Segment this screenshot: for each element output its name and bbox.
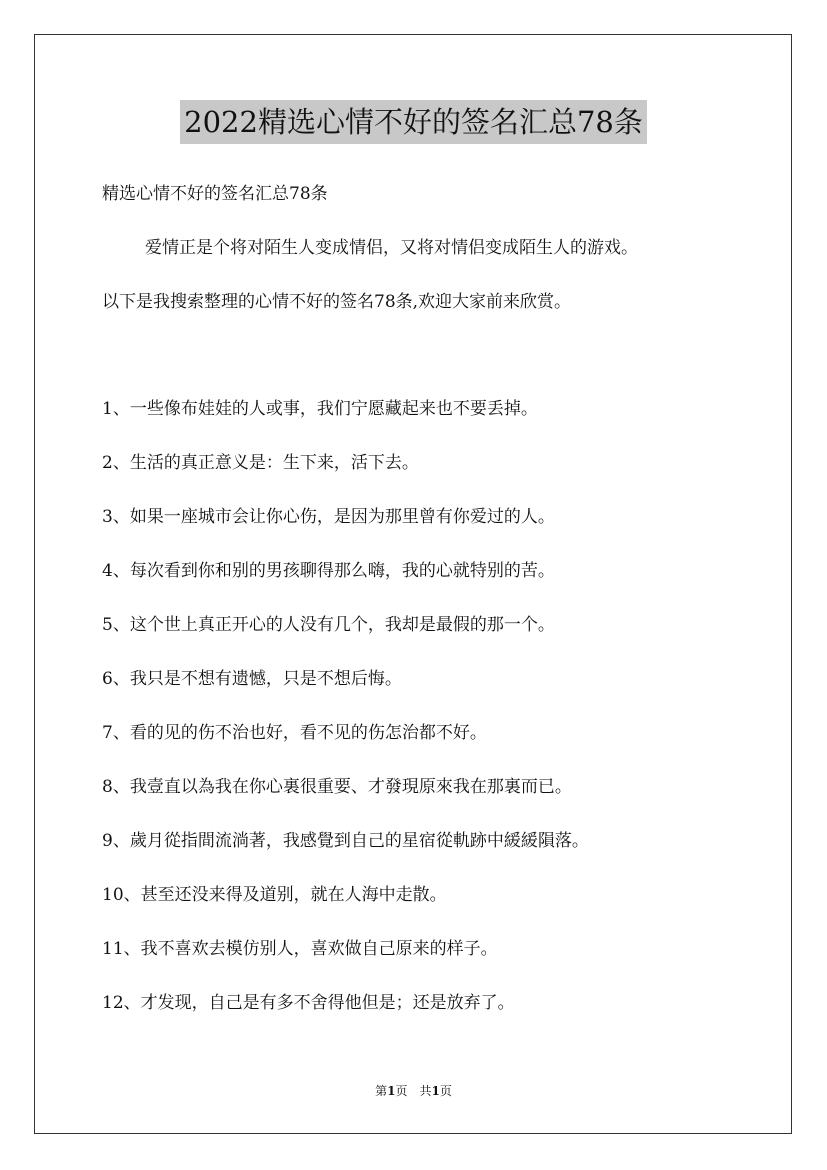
list-item: 9、歲月從指間流淌著，我感覺到自己的星宿從軌跡中緩緩隕落。 bbox=[102, 831, 589, 851]
footer-total-number: 1 bbox=[431, 1084, 440, 1098]
signature-list bbox=[102, 396, 589, 1044]
list-item: 3、如果一座城市会让你心伤，是因为那里曾有你爱过的人。 bbox=[102, 507, 555, 527]
footer-page-suffix: 页 bbox=[395, 1084, 408, 1098]
intro-paragraph-line-2: 以下是我搜索整理的心情不好的签名78条,欢迎大家前来欣赏。 bbox=[102, 292, 572, 312]
title-container bbox=[0, 100, 827, 144]
list-item: 5、这个世上真正开心的人没有几个，我却是最假的那一个。 bbox=[102, 615, 555, 635]
footer-total-suffix: 页 bbox=[439, 1084, 452, 1098]
footer-total-prefix: 共 bbox=[419, 1084, 432, 1098]
list-item: 11、我不喜欢去模仿别人，喜欢做自己原来的样子。 bbox=[102, 939, 498, 959]
document-title: 2022精选心情不好的签名汇总78条 bbox=[180, 100, 647, 144]
list-item: 10、甚至还没来得及道别，就在人海中走散。 bbox=[102, 885, 447, 905]
list-item: 8、我壹直以為我在你心裏很重要、才發現原來我在那裏而已。 bbox=[102, 777, 572, 797]
list-item: 6、我只是不想有遗憾，只是不想后悔。 bbox=[102, 669, 402, 689]
list-item: 7、看的见的伤不治也好，看不见的伤怎治都不好。 bbox=[102, 723, 487, 743]
list-item: 1、一些像布娃娃的人或事，我们宁愿藏起来也不要丢掉。 bbox=[102, 399, 538, 419]
footer-page-prefix: 第 bbox=[375, 1084, 388, 1098]
intro-paragraph-line-1: 爱情正是个将对陌生人变成情侣，又将对情侣变成陌生人的游戏。 bbox=[145, 238, 638, 258]
list-item: 4、每次看到你和别的男孩聊得那么嗨，我的心就特别的苦。 bbox=[102, 561, 555, 581]
footer-page-number: 1 bbox=[387, 1084, 396, 1098]
list-item: 12、才发现，自己是有多不舍得他但是；还是放弃了。 bbox=[102, 993, 515, 1013]
page-footer bbox=[0, 1082, 827, 1100]
document-subtitle: 精选心情不好的签名汇总78条 bbox=[102, 184, 328, 204]
list-item: 2、生活的真正意义是：生下来，活下去。 bbox=[102, 453, 419, 473]
